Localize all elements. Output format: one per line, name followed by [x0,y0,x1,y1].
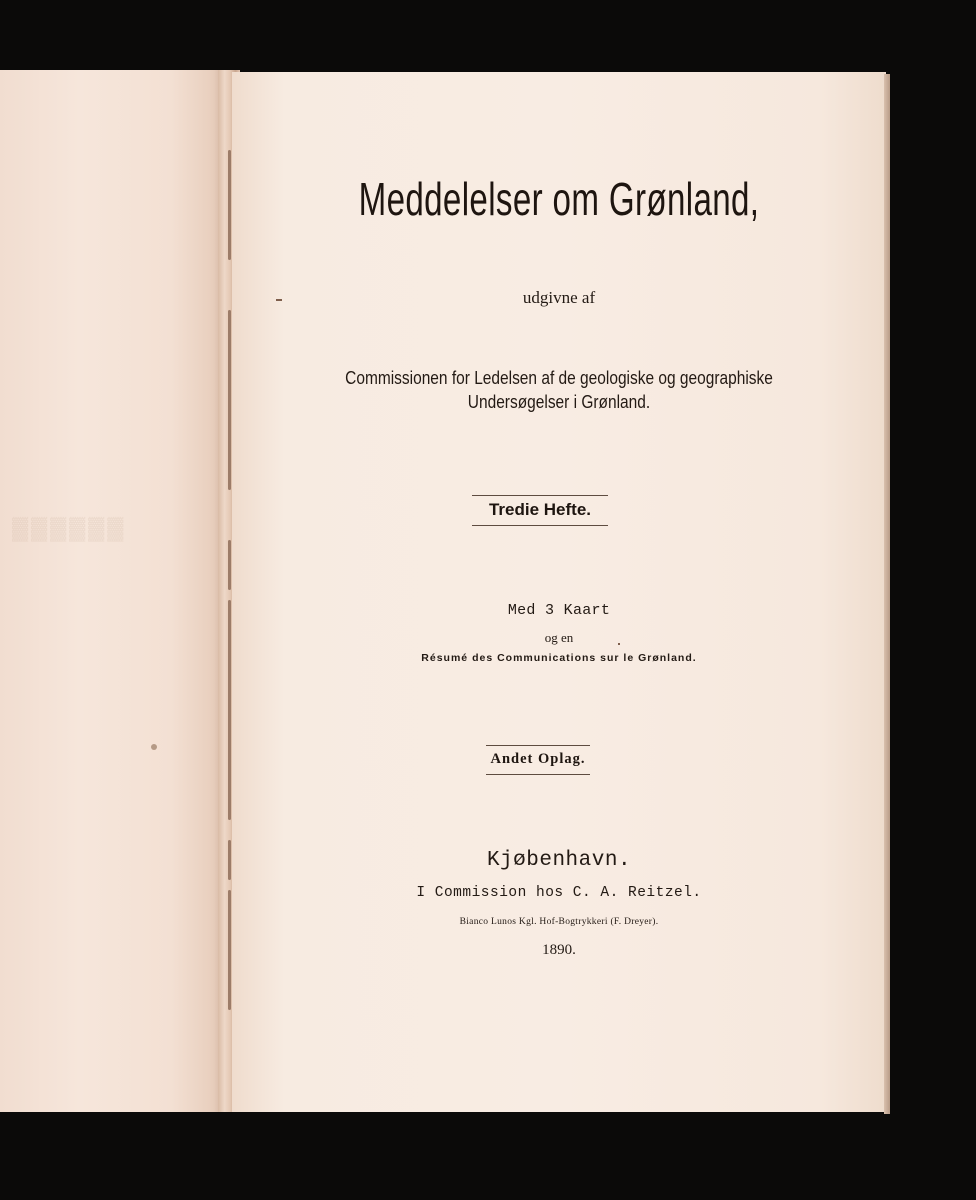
paper-spot [151,744,157,750]
left-page [0,70,228,1112]
commission-line-2: Undersøgelser i Grønland. [467,392,651,412]
part-number: Tredie Hefte. [472,495,608,526]
publisher-line: I Commission hos C. A. Reitzel. [416,885,702,901]
commission-line-1: Commissionen for Ledelsen af de geologiske og geographiske [345,368,773,388]
maps-note: Med 3 Kaart [507,602,611,619]
binding-stitch [228,600,231,820]
book-title: Meddelelser om Grønland, [358,173,760,225]
binding-stitch [228,890,231,1010]
binding-stitch [228,540,231,590]
conjunction-text: og en [544,630,574,645]
binding-stitch [228,310,231,490]
publication-year: 1890. [542,942,576,958]
resume-note: Résumé des Communications sur le Grønland. [421,652,697,664]
printer-line: Bianco Lunos Kgl. Hof-Bogtrykkeri (F. Dreyer). [459,917,659,927]
publication-city: Kjøbenhavn. [486,849,632,872]
show-through-text: ▓▓▓▓▓▓ [12,515,127,540]
commission-name [278,366,840,414]
edition-label: Andet Oplag. [486,745,590,775]
binding-stitch [228,840,231,880]
publisher-intro: udgivne af [522,288,596,307]
binding-stitch [228,150,231,260]
